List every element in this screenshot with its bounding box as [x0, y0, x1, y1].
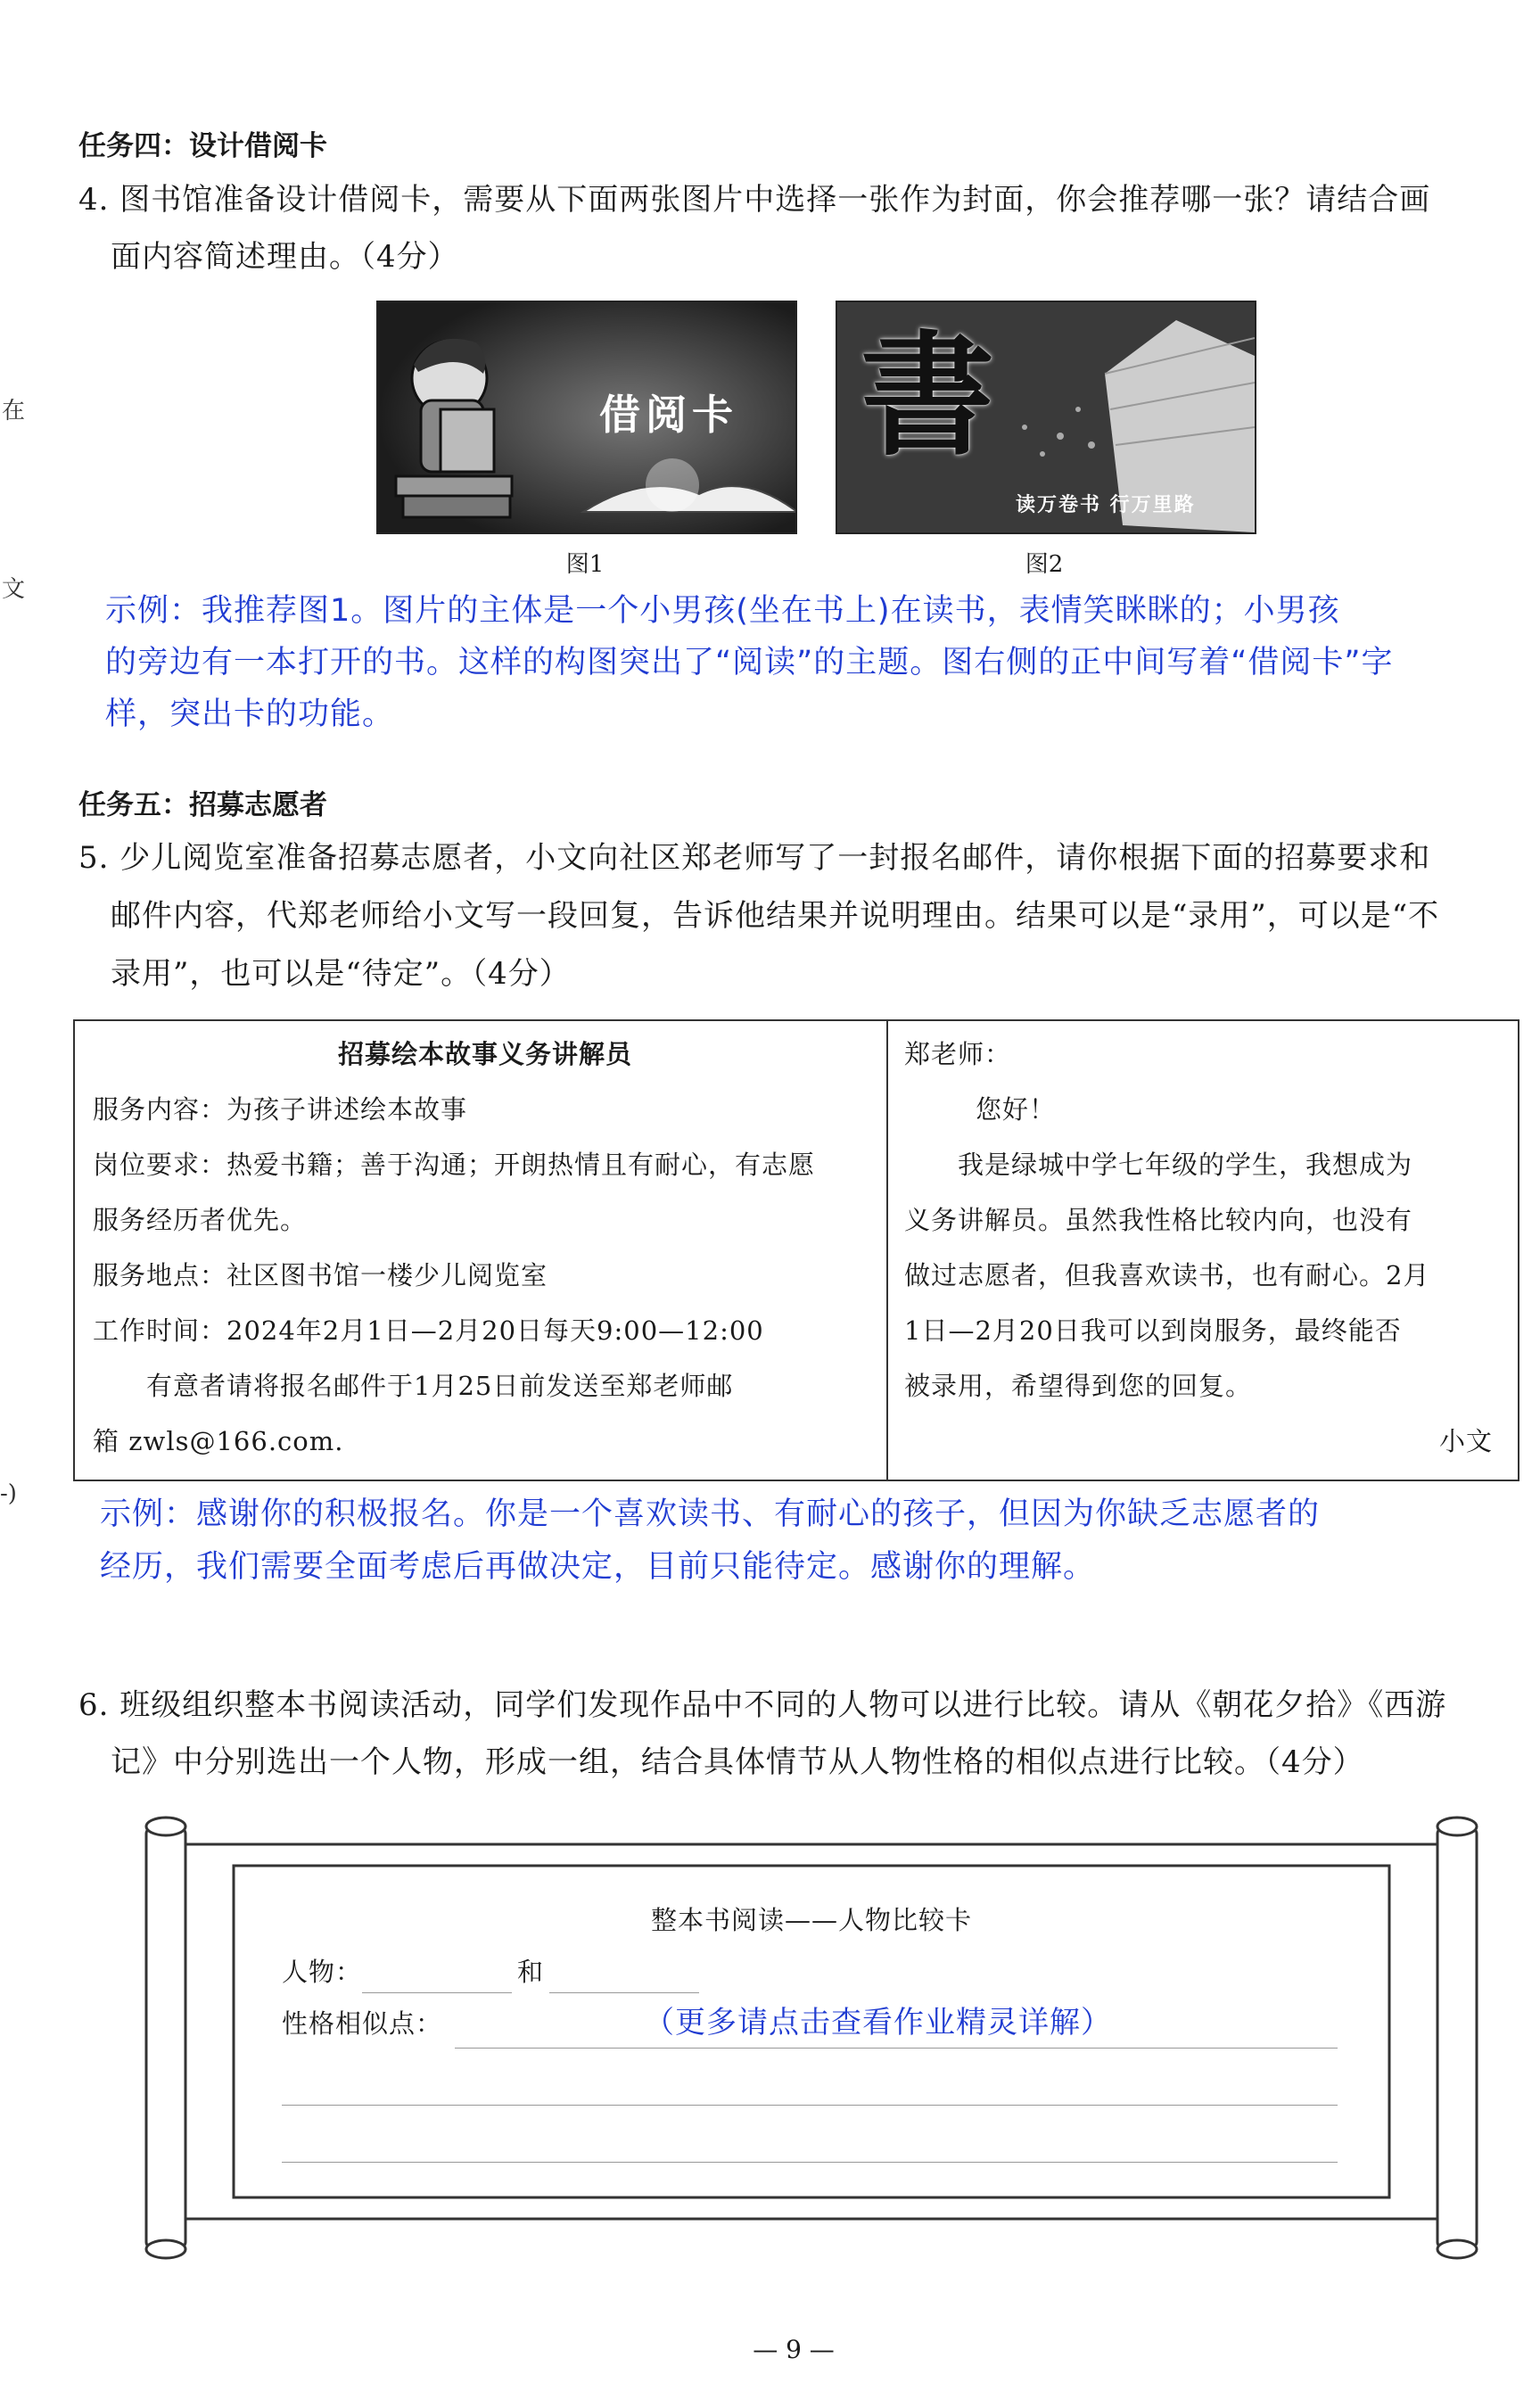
task4-answer-line: 示例：我推荐图1。图片的主体是一个小男孩(坐在书上)在读书，表情笑眯眯的；小男孩	[105, 593, 1340, 629]
email-hello: 您好！	[976, 1094, 1057, 1125]
recruit-notice	[93, 1026, 877, 1469]
task5-question-line: 邮件内容，代郑老师给小文写一段回复，告诉他结果并说明理由。结果可以是“录用”，可以是“不	[111, 898, 1440, 934]
trait-label: 性格相似点：	[282, 2008, 443, 2039]
page-number: — 9 —	[753, 2335, 835, 2364]
task6-question-line: 6. 班级组织整本书阅读活动，同学们发现作品中不同的人物可以进行比较。请从《朝花夕拾》《西游	[78, 1687, 1447, 1723]
notice-line: 有意者请将报名邮件于1月25日前发送至郑老师邮	[93, 1371, 734, 1401]
margin-mark: -)	[0, 1480, 17, 1507]
borrow-card-title: 借阅卡	[599, 391, 738, 439]
applicant-email	[904, 1026, 1502, 1469]
book-big-character: 書	[861, 317, 995, 474]
email-line: 义务讲解员。虽然我性格比较内向，也没有	[904, 1205, 1413, 1235]
email-greeting: 郑老师：	[904, 1039, 1012, 1069]
person-label: 人物：	[282, 1957, 363, 1987]
task5-question-line: 录用”，也可以是“待定”。（4分）	[111, 956, 571, 992]
notice-line: 服务经历者优先。	[93, 1205, 308, 1235]
margin-mark: 文	[2, 576, 26, 603]
card-title: 整本书阅读——人物比较卡	[650, 1905, 972, 1935]
borrow-card-image-1	[376, 301, 797, 534]
notice-line: 服务内容：为孩子讲述绘本故事	[93, 1094, 468, 1125]
task4-question-line1: 4. 图书馆准备设计借阅卡，需要从下面两张图片中选择一张作为封面，你会推荐哪一张？请结合画	[78, 182, 1431, 218]
notice-line: 工作时间：2024年2月1日—2月20日每天9:00—12:00	[93, 1315, 764, 1346]
caption-figure-2: 图2	[1025, 551, 1064, 578]
slogan-text: 读万卷书 行万里路	[1016, 493, 1196, 516]
task4-question-line2: 面内容简述理由。（4分）	[111, 239, 459, 275]
margin-mark: 在	[2, 398, 26, 425]
email-line: 被录用，希望得到您的回复。	[904, 1371, 1253, 1401]
task6-question-line: 记》中分别选出一个人物，形成一组，结合具体情节从人物性格的相似点进行比较。（4分）	[111, 1744, 1364, 1780]
trait-line-2[interactable]	[282, 2105, 1338, 2106]
task5-answer-line: 经历，我们需要全面考虑后再做决定，目前只能待定。感谢你的理解。	[100, 1549, 1096, 1585]
notice-title: 招募绘本故事义务讲解员	[337, 1039, 632, 1069]
caption-figure-1: 图1	[565, 551, 605, 578]
trait-line-1[interactable]	[455, 2048, 1338, 2049]
email-line: 做过志愿者，但我喜欢读书，也有耐心。2月	[904, 1260, 1430, 1290]
character-comparison-scroll	[134, 1810, 1489, 2265]
notice-line: 岗位要求：热爱书籍；善于沟通；开朗热情且有耐心，有志愿	[93, 1150, 816, 1180]
task5-question-line: 5. 少儿阅览室准备招募志愿者，小文向社区郑老师写了一封报名邮件，请你根据下面的招募要求和	[78, 840, 1431, 876]
task4-heading: 任务四：设计借阅卡	[78, 130, 327, 162]
and-label: 和	[517, 1957, 545, 1987]
trait-line-3[interactable]	[282, 2162, 1338, 2163]
person-blank-1[interactable]	[362, 1992, 512, 1993]
person-blank-2[interactable]	[549, 1992, 699, 1993]
more-detail-link[interactable]: （更多请点击查看作业精灵详解）	[644, 2005, 1112, 2040]
email-line: 我是绿城中学七年级的学生，我想成为	[904, 1150, 1413, 1180]
task4-answer-line: 的旁边有一本打开的书。这样的构图突出了“阅读”的主题。图右侧的正中间写着“借阅卡”字	[105, 645, 1394, 680]
task5-answer-line: 示例：感谢你的积极报名。你是一个喜欢读书、有耐心的孩子，但因为你缺乏志愿者的	[100, 1496, 1321, 1532]
notice-email-line: 箱 zwls@166.com.	[93, 1426, 344, 1456]
box-divider	[886, 1021, 888, 1480]
email-line: 1日—2月20日我可以到岗服务，最终能否	[904, 1315, 1402, 1346]
notice-line: 服务地点：社区图书馆一楼少儿阅览室	[93, 1260, 548, 1290]
task4-answer-line: 样，突出卡的功能。	[105, 697, 395, 732]
recruit-email-box	[73, 1019, 1519, 1481]
borrow-card-image-2	[836, 301, 1256, 534]
email-signature: 小文	[1438, 1426, 1493, 1456]
task5-heading: 任务五：招募志愿者	[78, 789, 327, 821]
